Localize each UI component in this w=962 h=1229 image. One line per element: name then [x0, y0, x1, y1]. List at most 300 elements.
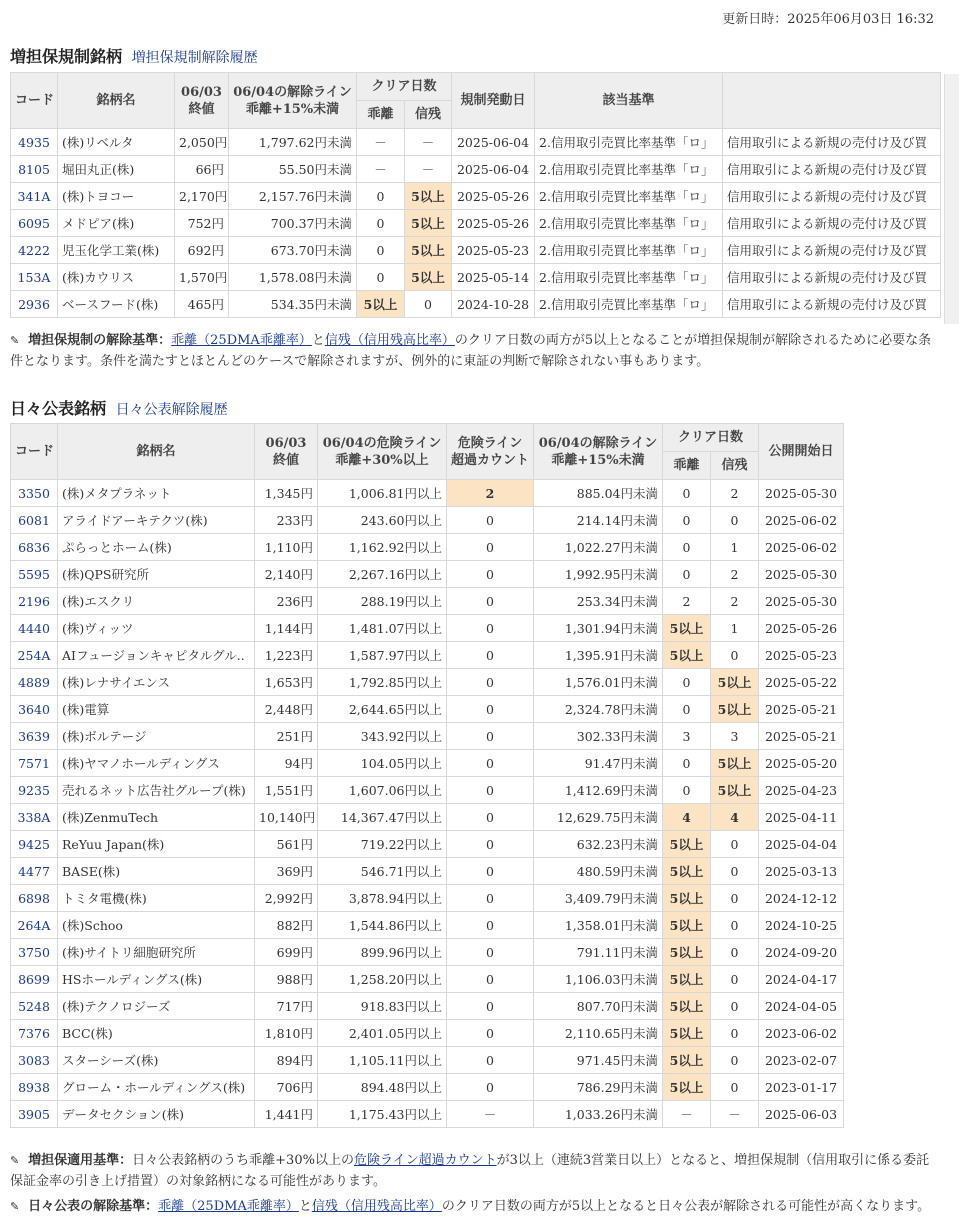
basis-cell: 2.信用取引売買比率基準「ロ」 — [535, 264, 723, 291]
note-cell: 信用取引による新規の売付け及び買 — [723, 291, 941, 318]
col-close: 06/03 終値 — [255, 424, 318, 480]
stock-code-link[interactable]: 4889 — [18, 674, 50, 690]
credit-cell: 5以上 — [405, 264, 452, 291]
deviation-cell: － — [663, 1101, 711, 1128]
deviation-cell: 5以上 — [663, 939, 711, 966]
code-cell[interactable] — [11, 750, 58, 777]
deviation-cell: 5以上 — [663, 615, 711, 642]
code-cell[interactable] — [11, 264, 58, 291]
danger-line-cell: 546.71円以上 — [318, 858, 447, 885]
margin-section-title: 増担保規制銘柄 — [10, 47, 123, 66]
name-cell: グローム・ホールディングス(株) — [58, 1074, 255, 1101]
danger-line-cell: 3,878.94円以上 — [318, 885, 447, 912]
close-cell: 1,345円 — [255, 480, 318, 507]
credit-cell: 0 — [711, 1047, 759, 1074]
basis-cell: 2.信用取引売買比率基準「ロ」 — [535, 156, 723, 183]
margin-release-note: ✎ 増担保規制の解除基準：乖離（25DMA乖離率）と信残（信用残高比率）のクリア日数の両方が5以上となることが増担保規制が解除されるために必要な条件となります。条件を満たすとほとんどのケースで解除されますが、例外的に東証の判断で解除されない事もあります。 — [10, 330, 940, 372]
stock-code-link[interactable]: 8699 — [18, 971, 50, 987]
start-date-cell: 2025-05-30 — [759, 480, 844, 507]
danger-line-cell: 1,607.06円以上 — [318, 777, 447, 804]
start-date-cell: 2025-06-02 — [759, 507, 844, 534]
release-line-cell: 807.70円未満 — [534, 993, 663, 1020]
release-line-cell: 55.50円未満 — [229, 156, 357, 183]
name-cell: AIフュージョンキャピタルグル.. — [58, 642, 255, 669]
deviation-cell: 0 — [357, 183, 405, 210]
note-cell: 信用取引による新規の売付け及び買 — [723, 156, 941, 183]
col-name: 銘柄名 — [58, 73, 175, 129]
code-cell[interactable] — [11, 1101, 58, 1128]
code-cell[interactable] — [11, 615, 58, 642]
table-row — [11, 156, 941, 183]
start-date-cell: 2025-05-30 — [759, 561, 844, 588]
name-cell: (株)メタプラネット — [58, 480, 255, 507]
start-date-cell: 2025-05-26 — [759, 615, 844, 642]
code-cell[interactable] — [11, 183, 58, 210]
daily-table — [10, 423, 844, 1128]
release-line-cell: 253.34円未満 — [534, 588, 663, 615]
start-date-cell: 2025-05-21 — [759, 696, 844, 723]
release-line-cell: 700.37円未満 — [229, 210, 357, 237]
table-row — [11, 588, 844, 615]
release-line-cell: 12,629.75円未満 — [534, 804, 663, 831]
danger-line-cell: 1,162.92円以上 — [318, 534, 447, 561]
name-cell: (株)トヨコー — [58, 183, 175, 210]
table-row — [11, 615, 844, 642]
code-cell[interactable] — [11, 669, 58, 696]
start-date-cell: 2025-04-23 — [759, 777, 844, 804]
deviation-cell: － — [357, 156, 405, 183]
basis-cell: 2.信用取引売買比率基準「ロ」 — [535, 129, 723, 156]
close-cell: 94円 — [255, 750, 318, 777]
credit-cell: 0 — [711, 1074, 759, 1101]
close-cell: 1,570円 — [175, 264, 229, 291]
stock-code-link[interactable]: 3750 — [18, 944, 50, 960]
start-date-cell: 2025-05-23 — [452, 237, 535, 264]
start-date-cell: 2023-01-17 — [759, 1074, 844, 1101]
table-row — [11, 534, 844, 561]
release-line-cell: 91.47円未満 — [534, 750, 663, 777]
start-date-cell: 2025-04-11 — [759, 804, 844, 831]
col-start-date: 公開開始日 — [759, 424, 844, 480]
release-line-cell: 3,409.79円未満 — [534, 885, 663, 912]
code-cell[interactable] — [11, 588, 58, 615]
danger-count-cell: 0 — [447, 561, 534, 588]
deviation-cell: 0 — [357, 237, 405, 264]
code-cell[interactable] — [11, 912, 58, 939]
deviation-cell: 5以上 — [663, 1047, 711, 1074]
start-date-cell: 2024-09-20 — [759, 939, 844, 966]
col-release-line: 06/04の解除ライン 乖離+15%未満 — [229, 73, 357, 129]
start-date-cell: 2025-06-02 — [759, 534, 844, 561]
credit-cell: 0 — [405, 291, 452, 318]
close-cell: 2,992円 — [255, 885, 318, 912]
code-cell[interactable] — [11, 291, 58, 318]
col-close: 06/03 終値 — [175, 73, 229, 129]
deviation-cell: 5以上 — [663, 858, 711, 885]
code-cell[interactable] — [11, 696, 58, 723]
table-row — [11, 669, 844, 696]
stock-code-link[interactable]: 7571 — [18, 755, 50, 771]
stock-code-link[interactable]: 2196 — [18, 593, 50, 609]
name-cell: (株)Schoo — [58, 912, 255, 939]
col-danger-count: 危険ライン 超過カウント — [447, 424, 534, 480]
name-cell: (株)レナサイエンス — [58, 669, 255, 696]
pencil-icon: ✎ — [10, 1200, 20, 1213]
release-line-cell: 885.04円未満 — [534, 480, 663, 507]
daily-history-link[interactable]: 日々公表解除履歴 — [115, 402, 228, 418]
credit-ratio-link[interactable]: 信残（信用残高比率） — [311, 1199, 442, 1214]
name-cell: HSホールディングス(株) — [58, 966, 255, 993]
stock-code-link[interactable]: 338A — [17, 809, 51, 825]
deviation-cell: 0 — [663, 534, 711, 561]
release-line-cell: 1,797.62円未満 — [229, 129, 357, 156]
table-row — [11, 480, 844, 507]
note-cell: 信用取引による新規の売付け及び買 — [723, 183, 941, 210]
stock-code-link[interactable]: 8105 — [18, 161, 50, 177]
table-row — [11, 885, 844, 912]
start-date-cell: 2024-04-05 — [759, 993, 844, 1020]
code-cell[interactable] — [11, 993, 58, 1020]
deviation-cell: 0 — [663, 777, 711, 804]
deviation-cell: 5以上 — [663, 993, 711, 1020]
danger-count-cell: － — [447, 1101, 534, 1128]
stock-code-link[interactable]: 6095 — [18, 215, 50, 231]
start-date-cell: 2025-05-23 — [759, 642, 844, 669]
danger-line-cell: 243.60円以上 — [318, 507, 447, 534]
deviation-cell: 2 — [663, 588, 711, 615]
name-cell: (株)ZenmuTech — [58, 804, 255, 831]
close-cell: 699円 — [255, 939, 318, 966]
credit-cell: 5以上 — [711, 696, 759, 723]
credit-cell: － — [405, 129, 452, 156]
credit-cell: 4 — [711, 804, 759, 831]
close-cell: 233円 — [255, 507, 318, 534]
stock-code-link[interactable]: 7376 — [18, 1025, 50, 1041]
credit-cell: 2 — [711, 588, 759, 615]
note-cell: 信用取引による新規の売付け及び買 — [723, 264, 941, 291]
table-row — [11, 939, 844, 966]
credit-cell: 5以上 — [711, 669, 759, 696]
col-credit: 信残 — [405, 101, 452, 129]
close-cell: 251円 — [255, 723, 318, 750]
name-cell: (株)ヤマノホールディングス — [58, 750, 255, 777]
start-date-cell: 2025-05-22 — [759, 669, 844, 696]
danger-line-cell: 1,544.86円以上 — [318, 912, 447, 939]
stock-code-link[interactable]: 4440 — [18, 620, 50, 636]
code-cell[interactable] — [11, 561, 58, 588]
close-cell: 717円 — [255, 993, 318, 1020]
stock-code-link[interactable]: 4477 — [18, 863, 50, 879]
deviation-cell: － — [357, 129, 405, 156]
name-cell: トミタ電機(株) — [58, 885, 255, 912]
name-cell: 児玉化学工業(株) — [58, 237, 175, 264]
name-cell: メドピア(株) — [58, 210, 175, 237]
danger-count-cell: 0 — [447, 723, 534, 750]
close-cell: 2,170円 — [175, 183, 229, 210]
start-date-cell: 2025-06-03 — [759, 1101, 844, 1128]
stock-code-link[interactable]: 6836 — [18, 539, 50, 555]
start-date-cell: 2025-06-04 — [452, 156, 535, 183]
code-cell[interactable] — [11, 156, 58, 183]
release-line-cell: 632.23円未満 — [534, 831, 663, 858]
start-date-cell: 2025-05-26 — [452, 183, 535, 210]
credit-cell: 3 — [711, 723, 759, 750]
name-cell: スターシーズ(株) — [58, 1047, 255, 1074]
table-row — [11, 1020, 844, 1047]
stock-code-link[interactable]: 3639 — [18, 728, 50, 744]
table-row — [11, 696, 844, 723]
pencil-icon: ✎ — [10, 1154, 20, 1167]
code-cell[interactable] — [11, 1020, 58, 1047]
daily-section-title: 日々公表銘柄 — [10, 399, 107, 418]
name-cell: (株)電算 — [58, 696, 255, 723]
code-cell[interactable] — [11, 210, 58, 237]
table-row — [11, 912, 844, 939]
danger-line-cell: 1,481.07円以上 — [318, 615, 447, 642]
start-date-cell: 2025-05-30 — [759, 588, 844, 615]
close-cell: 236円 — [255, 588, 318, 615]
table-row — [11, 777, 844, 804]
release-line-cell: 2,110.65円未満 — [534, 1020, 663, 1047]
close-cell: 692円 — [175, 237, 229, 264]
stock-code-link[interactable]: 3350 — [18, 485, 50, 501]
danger-count-cell: 0 — [447, 831, 534, 858]
table-row — [11, 291, 941, 318]
danger-line-cell: 894.48円以上 — [318, 1074, 447, 1101]
credit-cell: 0 — [711, 939, 759, 966]
release-line-cell: 1,412.69円未満 — [534, 777, 663, 804]
credit-cell: 1 — [711, 534, 759, 561]
code-cell[interactable] — [11, 534, 58, 561]
close-cell: 894円 — [255, 1047, 318, 1074]
start-date-cell: 2023-02-07 — [759, 1047, 844, 1074]
credit-cell: 5以上 — [711, 750, 759, 777]
danger-count-cell: 0 — [447, 615, 534, 642]
code-cell[interactable] — [11, 777, 58, 804]
table-row — [11, 723, 844, 750]
name-cell: 売れるネット広告社グループ(株) — [58, 777, 255, 804]
credit-cell: 2 — [711, 561, 759, 588]
col-release-line: 06/04の解除ライン 乖離+15%未満 — [534, 424, 663, 480]
table-row — [11, 831, 844, 858]
stock-code-link[interactable]: 8938 — [18, 1079, 50, 1095]
credit-cell: 5以上 — [405, 183, 452, 210]
name-cell: (株)ボルテージ — [58, 723, 255, 750]
deviation-link[interactable]: 乖離（25DMA乖離率） — [171, 333, 312, 348]
code-cell[interactable] — [11, 858, 58, 885]
note-cell: 信用取引による新規の売付け及び買 — [723, 210, 941, 237]
close-cell: 706円 — [255, 1074, 318, 1101]
credit-cell: 5以上 — [405, 210, 452, 237]
code-cell[interactable] — [11, 642, 58, 669]
margin-history-link[interactable]: 増担保規制解除履歴 — [131, 50, 258, 66]
col-deviation: 乖離 — [357, 101, 405, 129]
code-cell[interactable] — [11, 885, 58, 912]
start-date-cell: 2025-05-21 — [759, 723, 844, 750]
close-cell: 66円 — [175, 156, 229, 183]
stock-code-link[interactable]: 3905 — [18, 1106, 50, 1122]
code-cell[interactable] — [11, 966, 58, 993]
col-clear-days: クリア日数 — [357, 73, 452, 101]
danger-line-cell: 1,258.20円以上 — [318, 966, 447, 993]
stock-code-link[interactable]: 4222 — [18, 242, 50, 258]
name-cell: データセクション(株) — [58, 1101, 255, 1128]
credit-ratio-link[interactable]: 信残（信用残高比率） — [324, 333, 455, 348]
credit-cell: 1 — [711, 615, 759, 642]
horizontal-scroll-track[interactable] — [944, 74, 959, 324]
code-cell[interactable] — [11, 237, 58, 264]
start-date-cell: 2024-10-25 — [759, 912, 844, 939]
col-deviation: 乖離 — [663, 452, 711, 480]
danger-count-cell: 0 — [447, 507, 534, 534]
danger-count-cell: 0 — [447, 642, 534, 669]
close-cell: 1,144円 — [255, 615, 318, 642]
credit-cell: 5以上 — [711, 777, 759, 804]
table-row — [11, 642, 844, 669]
basis-cell: 2.信用取引売買比率基準「ロ」 — [535, 183, 723, 210]
deviation-cell: 5以上 — [663, 1020, 711, 1047]
table-row — [11, 210, 941, 237]
table-row — [11, 1047, 844, 1074]
credit-cell: 0 — [711, 966, 759, 993]
deviation-cell: 5以上 — [663, 1074, 711, 1101]
stock-code-link[interactable]: 264A — [17, 917, 51, 933]
credit-cell: 0 — [711, 642, 759, 669]
name-cell: (株)リベルタ — [58, 129, 175, 156]
table-row — [11, 750, 844, 777]
stock-code-link[interactable]: 341A — [17, 188, 51, 204]
close-cell: 369円 — [255, 858, 318, 885]
danger-count-cell: 0 — [447, 588, 534, 615]
danger-count-cell: 0 — [447, 885, 534, 912]
stock-code-link[interactable]: 5248 — [18, 998, 50, 1014]
stock-code-link[interactable]: 254A — [17, 647, 51, 663]
danger-line-cell: 1,587.97円以上 — [318, 642, 447, 669]
code-cell[interactable] — [11, 1047, 58, 1074]
release-line-cell: 1,395.91円未満 — [534, 642, 663, 669]
release-line-cell: 480.59円未満 — [534, 858, 663, 885]
release-line-cell: 786.29円未満 — [534, 1074, 663, 1101]
stock-code-link[interactable]: 6081 — [18, 512, 50, 528]
name-cell: BASE(株) — [58, 858, 255, 885]
col-name: 銘柄名 — [58, 424, 255, 480]
start-date-cell: 2025-05-26 — [452, 210, 535, 237]
code-cell[interactable] — [11, 507, 58, 534]
danger-count-cell: 0 — [447, 939, 534, 966]
deviation-cell: 4 — [663, 804, 711, 831]
deviation-cell: 0 — [663, 507, 711, 534]
close-cell: 882円 — [255, 912, 318, 939]
start-date-cell: 2024-10-28 — [452, 291, 535, 318]
deviation-cell: 3 — [663, 723, 711, 750]
table-row — [11, 183, 941, 210]
credit-cell: 0 — [711, 912, 759, 939]
danger-count-cell: 0 — [447, 858, 534, 885]
danger-count-cell: 0 — [447, 1020, 534, 1047]
danger-count-cell: 0 — [447, 912, 534, 939]
code-cell[interactable] — [11, 723, 58, 750]
danger-count-cell: 0 — [447, 993, 534, 1020]
code-cell[interactable] — [11, 831, 58, 858]
deviation-cell: 5以上 — [663, 642, 711, 669]
table-row — [11, 264, 941, 291]
code-cell[interactable] — [11, 1074, 58, 1101]
stock-code-link[interactable]: 3640 — [18, 701, 50, 717]
col-danger-line: 06/04の危険ライン 乖離+30%以上 — [318, 424, 447, 480]
danger-count-link[interactable]: 危険ライン超過カウント — [353, 1153, 497, 1168]
credit-cell: 5以上 — [405, 237, 452, 264]
col-start-date: 規制発動日 — [452, 73, 535, 129]
credit-cell: 0 — [711, 831, 759, 858]
deviation-cell: 5以上 — [663, 966, 711, 993]
danger-line-cell: 918.83円以上 — [318, 993, 447, 1020]
stock-code-link[interactable]: 3083 — [18, 1052, 50, 1068]
note-cell: 信用取引による新規の売付け及び買 — [723, 237, 941, 264]
code-cell[interactable] — [11, 129, 58, 156]
close-cell: 1,441円 — [255, 1101, 318, 1128]
danger-line-cell: 719.22円以上 — [318, 831, 447, 858]
deviation-cell: 0 — [357, 210, 405, 237]
code-cell[interactable] — [11, 804, 58, 831]
release-line-cell: 971.45円未満 — [534, 1047, 663, 1074]
name-cell: (株)エスクリ — [58, 588, 255, 615]
start-date-cell: 2023-06-02 — [759, 1020, 844, 1047]
stock-code-link[interactable]: 9425 — [18, 836, 50, 852]
deviation-link[interactable]: 乖離（25DMA乖離率） — [158, 1199, 299, 1214]
release-line-cell: 1,992.95円未満 — [534, 561, 663, 588]
stock-code-link[interactable]: 2936 — [18, 296, 50, 312]
start-date-cell: 2025-03-13 — [759, 858, 844, 885]
danger-line-cell: 343.92円以上 — [318, 723, 447, 750]
code-cell[interactable] — [11, 480, 58, 507]
danger-count-cell: 0 — [447, 777, 534, 804]
code-cell[interactable] — [11, 939, 58, 966]
danger-line-cell: 1,175.43円以上 — [318, 1101, 447, 1128]
name-cell: BCC(株) — [58, 1020, 255, 1047]
name-cell: ベースフード(株) — [58, 291, 175, 318]
table-row — [11, 858, 844, 885]
deviation-cell: 5以上 — [663, 912, 711, 939]
release-line-cell: 302.33円未満 — [534, 723, 663, 750]
col-note — [723, 73, 941, 129]
release-line-cell: 1,358.01円未満 — [534, 912, 663, 939]
start-date-cell: 2024-04-17 — [759, 966, 844, 993]
note-cell: 信用取引による新規の売付け及び買 — [723, 129, 941, 156]
margin-section-heading — [10, 44, 258, 67]
updated-timestamp: 更新日時：2025年06月03日 16:32 — [722, 12, 934, 27]
close-cell: 1,810円 — [255, 1020, 318, 1047]
pencil-icon: ✎ — [10, 334, 20, 347]
close-cell: 2,050円 — [175, 129, 229, 156]
stock-code-link[interactable]: 5595 — [18, 566, 50, 582]
deviation-cell: 0 — [663, 750, 711, 777]
name-cell: (株)QPS研究所 — [58, 561, 255, 588]
danger-line-cell: 14,367.47円以上 — [318, 804, 447, 831]
col-credit: 信残 — [711, 452, 759, 480]
danger-line-cell: 2,267.16円以上 — [318, 561, 447, 588]
stock-code-link[interactable]: 6898 — [18, 890, 50, 906]
table-row — [11, 507, 844, 534]
stock-code-link[interactable]: 4935 — [18, 134, 50, 150]
stock-code-link[interactable]: 9235 — [18, 782, 50, 798]
stock-code-link[interactable]: 153A — [17, 269, 51, 285]
basis-cell: 2.信用取引売買比率基準「ロ」 — [535, 237, 723, 264]
danger-line-cell: 1,792.85円以上 — [318, 669, 447, 696]
basis-cell: 2.信用取引売買比率基準「ロ」 — [535, 291, 723, 318]
close-cell: 465円 — [175, 291, 229, 318]
close-cell: 10,140円 — [255, 804, 318, 831]
release-line-cell: 534.35円未満 — [229, 291, 357, 318]
